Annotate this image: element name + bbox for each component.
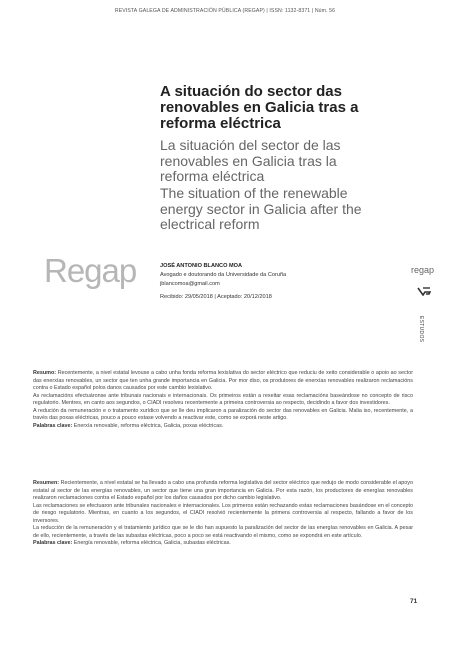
keywords-label: Palabras clave: bbox=[33, 422, 73, 429]
regap-logo: Regap bbox=[44, 252, 137, 289]
abstract-spanish bbox=[33, 480, 413, 548]
journal-header: REVISTA GALEGA DE ADMINISTRACIÓN PÚBLICA (REGAP) | ISSN: 1132-8371 | Núm. 56 bbox=[114, 8, 336, 14]
author-name: JOSÉ ANTONIO BLANCO MOA bbox=[160, 263, 243, 269]
title-english: The situation of the renewable energy sector in Galicia after the electrical reform bbox=[160, 185, 362, 232]
abstract-paragraph bbox=[33, 370, 413, 393]
abstract-paragraph: Las reclamaciones se efectuaron ante tribunales nacionales e internacionales. Los primeros están rechazando estas reclamaciones basándose en el concepto de riesgo regulatorio. Mientras, en cuanto a los segundos, el CIADI resolvió recientemente la primera controversia al respecto, fallando a favor de los inversores. bbox=[33, 502, 413, 524]
abstract-paragraph bbox=[33, 480, 413, 503]
abstract-paragraph: La reducción de la remuneración y el tratamiento jurídico que se le dio han supuesto la paralización del sector de las energías renovables en Galicia. A pesar de ello, recientemente, a través de las subastas eléctricas, poco a poco se está reactivando el mismo, como se expondrá en este artículo. bbox=[33, 525, 413, 539]
section-label-text: ESTUDOS bbox=[418, 316, 424, 343]
keywords-text: Energía renovable, reforma eléctrica, Galicia, subastas eléctricas. bbox=[72, 540, 231, 546]
section-mark-icon bbox=[417, 286, 431, 296]
abstract-text: Recentemente, a nivel estatal levouse a cabo unha fonda reforma lexislativa do sector eléctrico que reduciu de xeito considerable o apoio ao sector das enerxías renovables, un sector que ten unha grande importancia en Galicia. Por mor diso, os produtores de enerxías renovables realizaron reclamacións contra o Estado español polos danos causados por este cambio lexislativo. bbox=[33, 370, 413, 391]
author-block bbox=[160, 262, 380, 302]
keywords bbox=[33, 540, 413, 548]
author-email: jblancomoa@gmail.com bbox=[160, 281, 220, 287]
page-number: 71 bbox=[410, 598, 418, 605]
abstract-paragraph: As reclamacións efectuáronse ante tribunais nacionais e internacionais. Os primeiros están a rexeitar esas reclamacións baseándose no concepto de risco regulatorio. Mentres, en canto aos segundos, o CIADI resolveu recentemente a primeira controversia ao respecto, decidindo a favor dos investidores. bbox=[33, 392, 413, 406]
keywords-label: Palabras clave: bbox=[33, 540, 73, 546]
abstract-label: Resumen: bbox=[33, 480, 60, 486]
abstract-galician bbox=[33, 370, 413, 430]
title-galician: A situación do sector das renovables en Galicia tras a reforma eléctrica bbox=[160, 83, 359, 132]
keywords-text: Enerxía renovable, reforma eléctrica, Galicia, poxas eléctricas. bbox=[72, 422, 224, 429]
author-affiliation: Avogado e doutorando da Universidade da Coruña bbox=[160, 272, 287, 278]
abstract-paragraph: A redución da remuneración e o tratamento xurídico que se lle deu implicaron a paralización do sector das renovables en Galicia. Malia iso, recentemente, a través das poxas eléctricas, pouco a pouco estase volvendo a reactivar este, como se exporá neste artigo. bbox=[33, 407, 413, 421]
side-regap-logo: regap bbox=[411, 265, 435, 275]
received-accepted-dates: Recibido: 29/05/2018 | Aceptado: 20/12/2018 bbox=[160, 294, 272, 300]
abstract-label: Resumo: bbox=[33, 370, 57, 376]
section-label bbox=[416, 316, 426, 356]
keywords bbox=[33, 423, 413, 431]
title-spanish: La situación del sector de las renovables en Galicia tras la reforma eléctrica bbox=[160, 137, 341, 184]
abstract-text: Recientemente, a nivel estatal se ha llevado a cabo una profunda reforma legislativa del sector eléctrico que redujo de modo considerable el apoyo estatal al sector de las energías renovables, un sector que tiene una gran importancia en Galicia. Por esta razón, los productores de energías renovables realizaron reclamaciones contra el Estado español por los daños causados por dicho cambio legislativo. bbox=[33, 480, 413, 501]
